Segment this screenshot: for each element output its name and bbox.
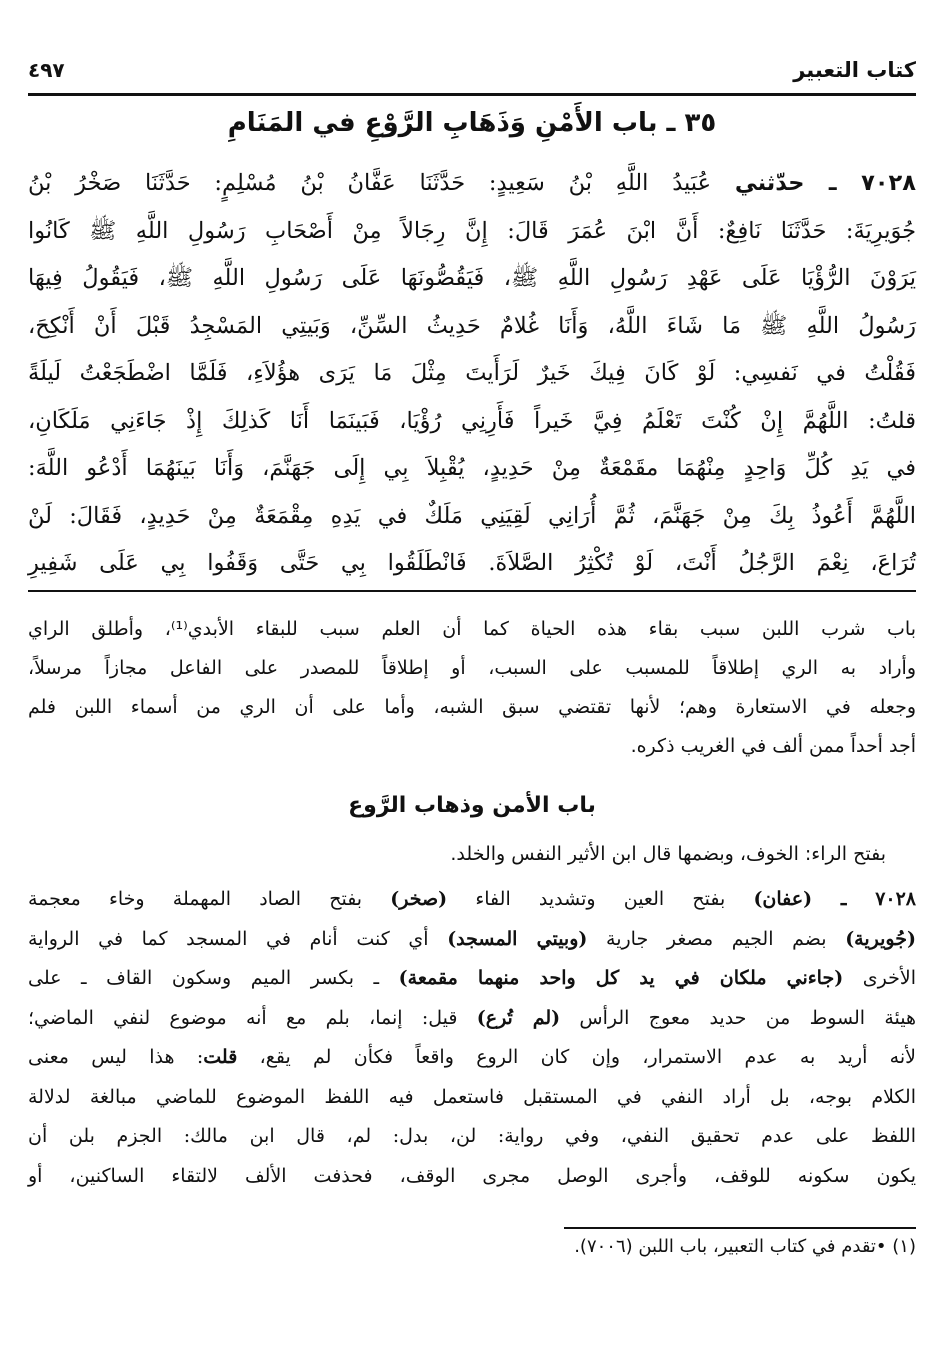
hadith-line: في يَدِ كُلِّ وَاحِدٍ مِنْهُمَا مقَمْعَةٌ مِنْ حَدِيدٍ، يُقْبِلاَ بِي إِلَى جَهَنَّمَ، وَأَنَا بَينَهُمَا أَدْعُو اللَّهَ: [28, 455, 916, 481]
commentary-line: وجعله في الاستعارة وهم؛ لأنها تقتضي سبق الشبه، وأما على أن الري من أسماء اللبن فلم [28, 696, 916, 718]
hadith-line: فَقُلْتُ في نَفسِي: لَوْ كَانَ فِيكَ خَيرٌ لَرَأَيتَ مِثْلَ مَا يَرَى هؤُلاَءِ، فَلَمَّا اضْطَجَعْتُ لَيلَةً [28, 360, 916, 386]
commentary-text: أي كنت أنام في المسجد كما في الرواية [28, 927, 448, 950]
bold-term: ٧٠٢٨ ـ [812, 888, 917, 910]
commentary-line [28, 880, 916, 920]
commentary-text: ـ بكسر الميم وسكون القاف ـ على [28, 967, 399, 989]
hadith-line: تُرَاعَ، نِعْمَ الرَّجُلُ أَنْتَ، لَوْ تُكْثِرُ الصَّلاَةَ. فَانْطَلَقُوا بِي حَتَّى وَقَفُوا بِي عَلَى شَفِيرِ [28, 550, 916, 576]
commentary-text: لأنه أريد به عدم الاستمرار، وإن كان الروع واقعاً فكأن لم يقع، [237, 1046, 916, 1068]
commentary-text: الأخرى [843, 967, 916, 989]
hadith-line: رَسُولُ اللَّهِ ﷺ مَا شَاءَ اللَّهُ، وَأَنَا غُلامٌ حَدِيثُ السِّنِّ، وَبَيتِي المَسْجِدُ قَبْلَ أَنْ أَنْكِحَ، [28, 312, 916, 339]
commentary-text: بفتح الصاد المهملة وخاء معجمة [28, 888, 391, 910]
footnote: (١) •تقدم في كتاب التعبير، باب اللبن (٧٠٠٦). [574, 1236, 916, 1257]
commentary-text: : هذا ليس معنى [28, 1046, 204, 1068]
commentary-line [28, 1078, 916, 1118]
bold-term: قلت [203, 1046, 238, 1068]
commentary-line [28, 999, 916, 1039]
commentary-text: الكلام بوجه، بل أراد النفي في المستقبل فاستعمل فيه اللفظ الموضوع للماضي مبالغة لدلالة [28, 1085, 916, 1108]
hadith-line: يَرَوْنَ الرُّؤْيَا عَلَى عَهْدِ رَسُولِ اللَّهِ ﷺ، فَيَقُصُّونَهَا عَلَى رَسُولِ اللَّهِ ﷺ، فَيَقُولُ فِيهَا [28, 265, 916, 291]
hadith-line: قلتُ: اللَّهُمَّ إِنْ كُنْتَ تَعْلَمُ فِيَّ خَيراً فَأَرِنِي رُؤْيَا، فَبَينَمَا أَنَا كَذلِكَ إِذْ جَاءَنِي مَلَكَانِ، [28, 407, 916, 434]
commentary-text: بضم الجيم مصغر جارية [587, 927, 846, 950]
commentary-text: هيئة السوط من حديد معوج الرأس [560, 1006, 917, 1029]
page-header [28, 56, 916, 96]
commentary-divider [28, 590, 916, 592]
commentary-line [28, 1038, 916, 1078]
bold-term: (وبيتي المسجد) [447, 927, 588, 950]
hadith-line: جُوَيرِيَةَ: حَدَّثَنَا نَافِعٌ: أَنَّ ابْنَ عُمَرَ قَالَ: إِنَّ رِجَالاً مِنْ أَصْحَابِ رَسُولِ اللَّهِ ﷺ كَانُوا [28, 217, 916, 244]
commentary-line [28, 1157, 916, 1197]
commentary-main [28, 880, 916, 1196]
bold-term: (عفان) [753, 888, 813, 910]
header-divider [28, 93, 916, 96]
commentary-text: اللفظ على عدم تحقيق النفي، وفي رواية: لن، بدل: لم، قال ابن مالك: الجزم بلن أن [28, 1125, 916, 1147]
hadith-number: ٧٠٢٨ ـ حدّثني [734, 170, 916, 196]
commentary-line [28, 1117, 916, 1157]
bold-term: (لم تُرع) [476, 1006, 561, 1029]
commentary-line [28, 920, 916, 960]
bold-term: (صخر) [390, 888, 448, 910]
commentary-line [28, 959, 916, 999]
bold-term: (جاءني ملكان في يد كل واحد منهما مقمعة) [398, 967, 844, 989]
commentary-text: بفتح العين وتشديد الفاء [447, 888, 754, 910]
commentary-text: يكون سكونه للوقف، وأجرى الوصل مجرى الوقف، فحذفت الألف لالتقاء الساكنين، أو [28, 1164, 916, 1187]
hadith-line: اللَّهُمَّ أَعُوذُ بِكَ مِنْ جَهَنَّمَ، ثُمَّ أُرَانِي لَقِيَنِي مَلَكٌ في يَدِهِ مِقْمَعَةٌ مِنْ حَدِيدٍ، فَقَالَ: لَنْ [28, 502, 916, 529]
subsection-note [28, 835, 916, 874]
commentary-line: أجد أحداً ممن ألف في الغريب ذكره. [630, 735, 916, 757]
chapter-title: ٣٥ ـ باب الأَمْنِ وَذَهَابِ الرَّوْعِ في المَنَامِ [227, 108, 717, 138]
hadith-line: ٧٠٢٨ ـ حدّثني عُبَيدُ اللَّهِ بْنُ سَعِيدٍ: حَدَّثَنَا عَفَّانُ بْنُ مُسْلِمٍ: حَدَّثَنَا صَخْرُ بْنُ [28, 170, 916, 196]
bold-term: (جُويرية) [845, 927, 916, 950]
commentary-line: وأراد به الري إطلاقاً للمسبب على السبب، أو إطلاقاً للمصدر على الفاعل مجازاً مرسلاً، [28, 657, 916, 679]
commentary-line: بفتح الراء: الخوف، وبضمها قال ابن الأثير النفس والخلد. [450, 843, 886, 865]
commentary-text: قيل: إنما، بلم مع أنه موضوع لنفي الماضي؛ [28, 1006, 477, 1029]
subsection-title: باب الأمن وذهاب الرَّوع [348, 793, 596, 818]
commentary-line: باب شرب اللبن سبب بقاء هذه الحياة كما أن العلم سبب للبقاء الأبدي⁽¹⁾، وأطلق الراي [28, 618, 916, 640]
hadith-text [28, 160, 916, 588]
commentary-top [28, 610, 916, 766]
footnote-divider [564, 1227, 916, 1229]
running-title: كتاب التعبير [793, 58, 916, 82]
page-number: ٤٩٧ [28, 58, 65, 82]
